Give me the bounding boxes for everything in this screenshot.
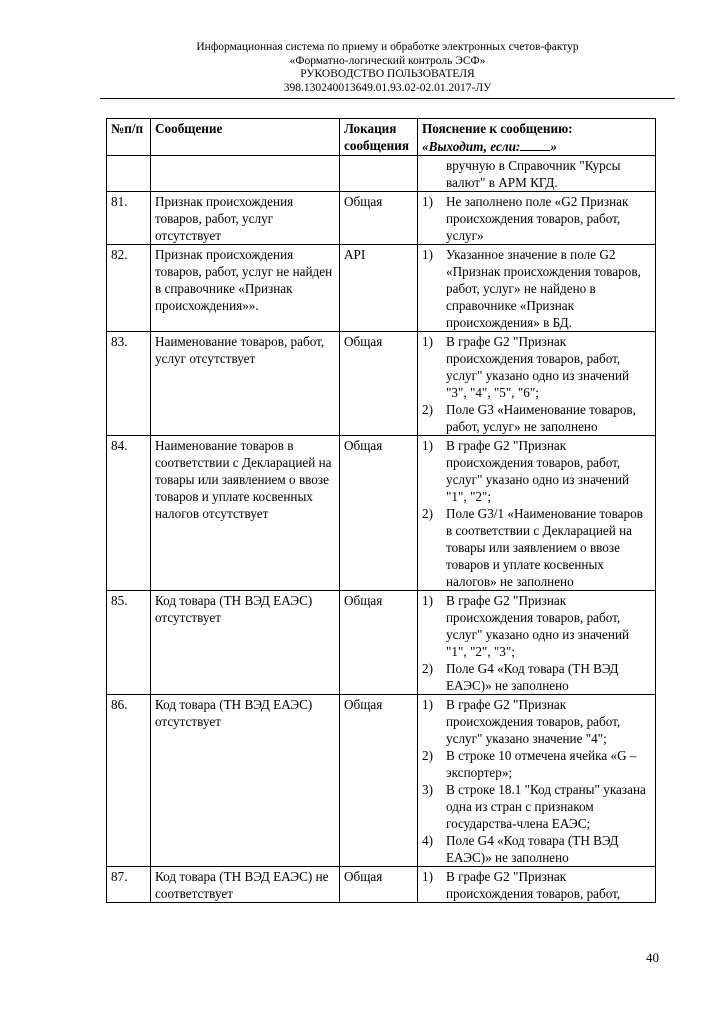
- document-header: [100, 41, 675, 95]
- condition-number: 3): [422, 782, 433, 797]
- row-location: Общая: [340, 192, 418, 245]
- conditions-list: [422, 696, 651, 866]
- condition-item: [422, 781, 651, 832]
- row-message: Код товара (ТН ВЭД ЕАЭС) отсутствует: [151, 591, 340, 695]
- condition-number: 2): [422, 402, 433, 417]
- condition-text: В графе G2 "Признак происхождения товаров, работ, услуг" указано одно из значений "1", "2", "3";: [446, 593, 630, 659]
- condition-text: В графе G2 "Признак происхождения товаров, работ, услуг" указано значение "4";: [446, 697, 621, 746]
- messages-table: [106, 118, 656, 903]
- condition-text: В строке 18.1 "Код страны" указана одна из стран с признаком государства-члена ЕАЭС;: [446, 782, 646, 831]
- condition-number: 1): [422, 869, 433, 884]
- condition-item: [422, 868, 651, 902]
- page-number: 40: [646, 950, 659, 965]
- condition-number: 1): [422, 593, 433, 608]
- header-doc-code: 398.130240013649.01.93.02-02.01.2017-ЛУ: [283, 81, 492, 94]
- row-message: Наименование товаров в соответствии с Декларацией на товары или заявлением о ввозе товаров и уплате косвенных налогов отсутствует: [151, 436, 340, 591]
- condition-item: [422, 696, 651, 747]
- header-explanation: [418, 119, 656, 156]
- conditions-list: [422, 193, 651, 244]
- condition-text: В графе G2 "Признак происхождения товаров, работ, услуг" указано одно из значений "3", "4", "5", "6";: [446, 334, 630, 400]
- header-message: Сообщение: [151, 119, 340, 156]
- row-message: Признак происхождения товаров, работ, услуг не найден в справочнике «Признак происхождения»».: [151, 245, 340, 332]
- condition-item: [422, 437, 651, 505]
- condition-item: [422, 660, 651, 694]
- condition-number: 2): [422, 748, 433, 763]
- conditions-list: [422, 592, 651, 694]
- condition-item: [422, 333, 651, 401]
- table-row: [107, 591, 656, 695]
- condition-item: [422, 505, 651, 590]
- condition-text: В строке 10 отмечена ячейка «G – экспортер»;: [446, 748, 637, 780]
- row-explanation: [418, 332, 656, 436]
- table-row: [107, 192, 656, 245]
- row-explanation: [418, 436, 656, 591]
- row-explanation: [418, 192, 656, 245]
- condition-item: [422, 246, 651, 331]
- table-row: [107, 332, 656, 436]
- header-divider: [100, 98, 675, 99]
- row-number: 86.: [107, 695, 151, 867]
- conditions-list: [422, 437, 651, 590]
- row-number: 83.: [107, 332, 151, 436]
- condition-text: В графе G2 "Признак происхождения товаров, работ,: [446, 869, 621, 901]
- row-message: Код товара (ТН ВЭД ЕАЭС) не соответствует: [151, 867, 340, 903]
- row-number: 84.: [107, 436, 151, 591]
- condition-text: Поле G4 «Код товара (ТН ВЭД ЕАЭС)» не заполнено: [446, 661, 619, 693]
- condition-item: [422, 401, 651, 435]
- condition-text: Указанное значение в поле G2 «Признак происхождения товаров, работ, услуг» не найдено в справочнике «Признак происхождения» в БД.: [446, 247, 641, 330]
- condition-number: 2): [422, 661, 433, 676]
- header-explanation-title: Пояснение к сообщению:: [422, 121, 573, 136]
- header-subsystem-name: «Форматно-логический контроль ЭСФ»: [289, 54, 486, 67]
- condition-text: Не заполнено поле «G2 Признак происхождения товаров, работ, услуг»: [446, 194, 629, 243]
- condition-number: 1): [422, 697, 433, 712]
- header-location: Локация сообщения: [340, 119, 418, 156]
- row-location: Общая: [340, 591, 418, 695]
- condition-number: 1): [422, 247, 433, 262]
- continuation-text: вручную в Справочник "Курсы валют" в АРМ КГД.: [446, 158, 621, 190]
- row-location: Общая: [340, 436, 418, 591]
- row-message: Код товара (ТН ВЭД ЕАЭС) отсутствует: [151, 695, 340, 867]
- condition-item: [422, 592, 651, 660]
- row-number: 81.: [107, 192, 151, 245]
- header-num: №п/п: [107, 119, 151, 156]
- table-row-continuation: [107, 156, 656, 192]
- row-explanation: [418, 695, 656, 867]
- row-number: 82.: [107, 245, 151, 332]
- condition-item: [422, 832, 651, 866]
- header-doc-type: РУКОВОДСТВО ПОЛЬЗОВАТЕЛЯ: [300, 68, 475, 80]
- row-location: Общая: [340, 332, 418, 436]
- table-row: [107, 867, 656, 903]
- header-system-name: Информационная система по приему и обработке электронных счетов-фактур: [196, 41, 579, 53]
- row-number: 85.: [107, 591, 151, 695]
- row-number: 87.: [107, 867, 151, 903]
- row-location: Общая: [340, 695, 418, 867]
- condition-text: Поле G3 «Наименование товаров, работ, услуг» не заполнено: [446, 402, 636, 434]
- header-explanation-subtitle: «Выходит, если: »: [422, 139, 557, 154]
- conditions-list: [422, 868, 651, 902]
- table-row: [107, 436, 656, 591]
- table-header-row: [107, 119, 656, 156]
- condition-number: 1): [422, 438, 433, 453]
- condition-text: В графе G2 "Признак происхождения товаров, работ, услуг" указано одно из значений "1", "2";: [446, 438, 630, 504]
- condition-text: Поле G4 «Код товара (ТН ВЭД ЕАЭС)» не заполнено: [446, 833, 619, 865]
- row-message: Наименование товаров, работ, услуг отсутствует: [151, 332, 340, 436]
- row-explanation: [418, 245, 656, 332]
- conditions-list: [422, 246, 651, 331]
- table-row: [107, 245, 656, 332]
- row-location: API: [340, 245, 418, 332]
- row-explanation: [418, 867, 656, 903]
- row-message: Признак происхождения товаров, работ, услуг отсутствует: [151, 192, 340, 245]
- condition-number: 1): [422, 334, 433, 349]
- condition-number: 1): [422, 194, 433, 209]
- conditions-list: [422, 333, 651, 435]
- table-row: [107, 695, 656, 867]
- row-explanation: [418, 591, 656, 695]
- condition-text: Поле G3/1 «Наименование товаров в соответствии с Декларацией на товары или заявлением о ввозе товаров и уплате косвенных налогов» не заполнено: [446, 506, 643, 589]
- condition-number: 2): [422, 506, 433, 521]
- condition-item: [422, 193, 651, 244]
- condition-item: [422, 747, 651, 781]
- condition-number: 4): [422, 833, 433, 848]
- row-location: Общая: [340, 867, 418, 903]
